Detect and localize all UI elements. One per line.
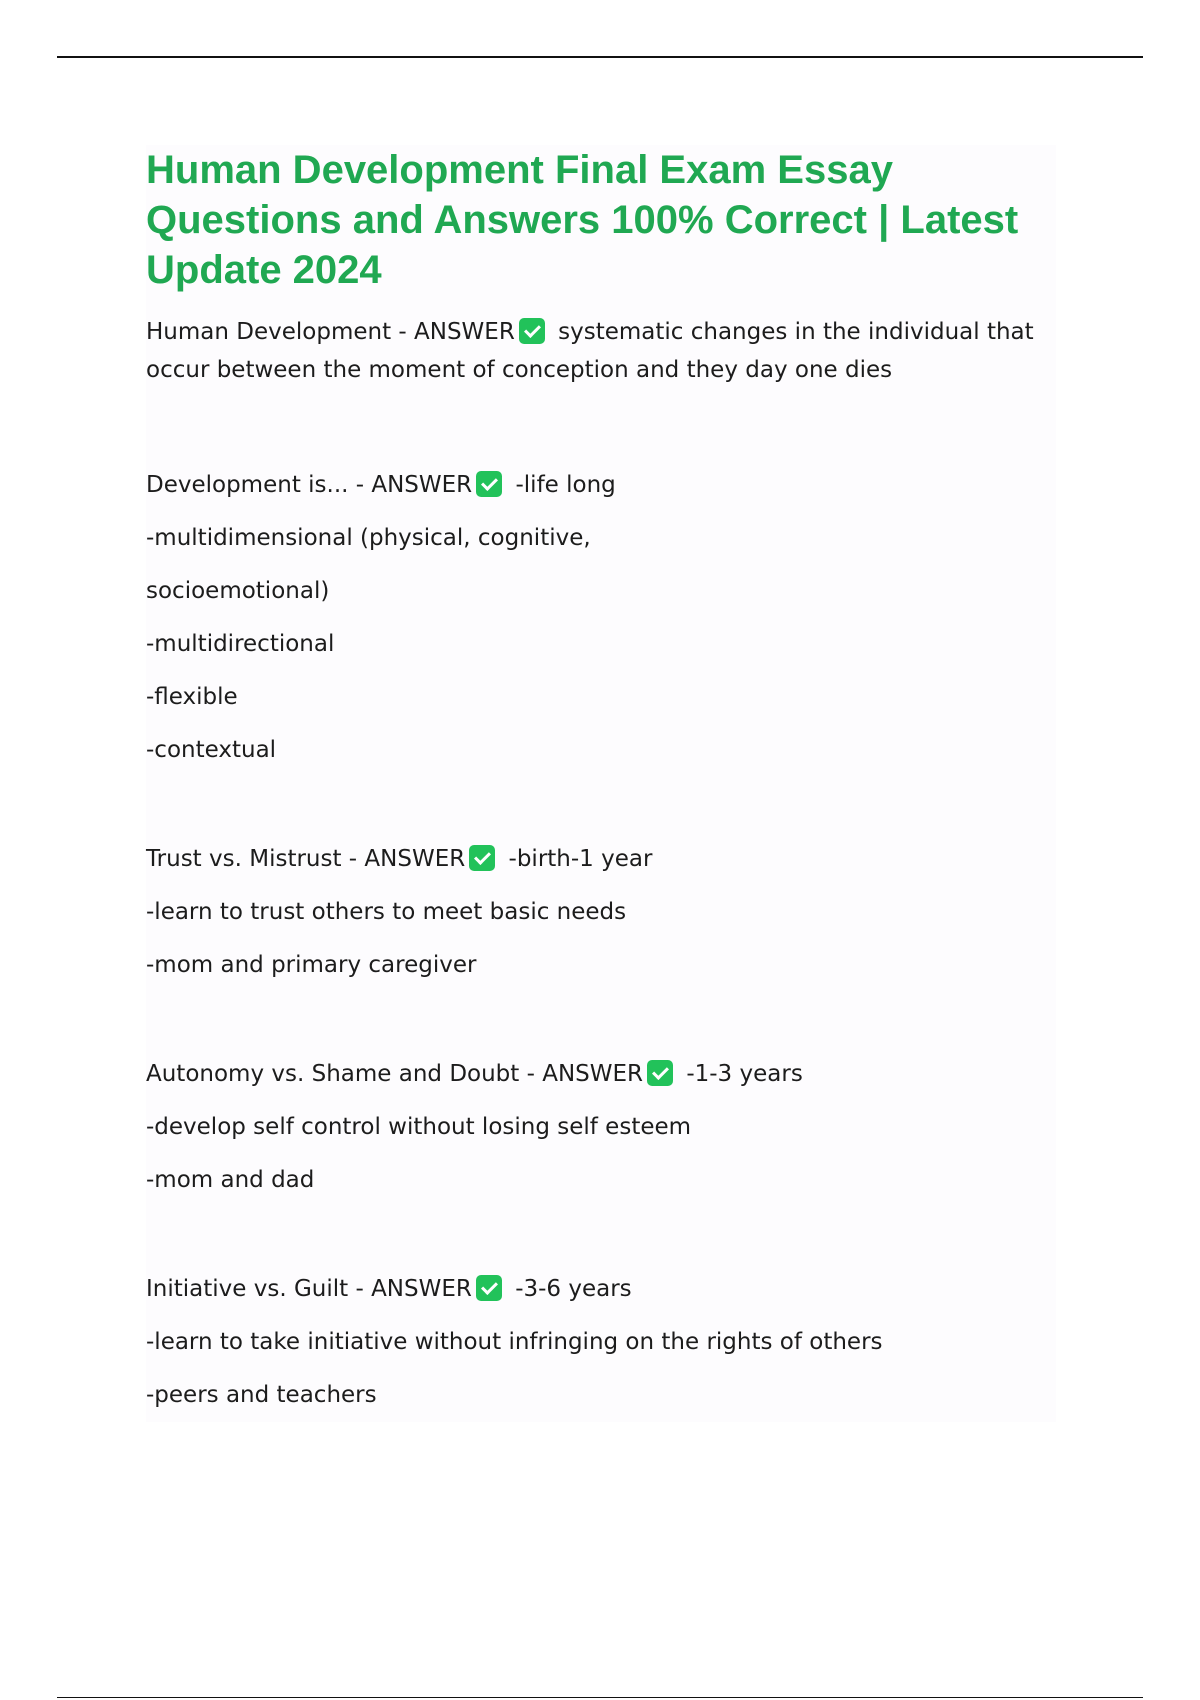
- check-mark-icon: [519, 318, 545, 344]
- bottom-rule: [57, 1697, 1143, 1698]
- document-page: [146, 145, 1056, 1422]
- answer: -birth-1 year: [508, 846, 653, 872]
- answer-line: -mom and dad: [146, 1167, 315, 1193]
- question: Trust vs. Mistrust - ANSWER: [146, 846, 466, 872]
- question: Development is... - ANSWER: [146, 472, 473, 498]
- answer-line: -flexible: [146, 684, 238, 710]
- answer-line: -multidimensional (physical, cognitive,: [146, 525, 591, 551]
- answer: -life long: [515, 472, 616, 498]
- answer-line: -develop self control without losing self esteem: [146, 1114, 692, 1140]
- answer: -3-6 years: [515, 1276, 632, 1302]
- answer-line: -mom and primary caregiver: [146, 952, 477, 978]
- question: Human Development - ANSWER: [146, 319, 515, 345]
- qa-item: [146, 1263, 1056, 1422]
- answer: systematic changes in the individual that occur between the moment of conception and they day one dies: [146, 319, 1034, 383]
- qa-list: [146, 313, 1056, 1422]
- check-mark-icon: [469, 845, 495, 871]
- check-mark-icon: [476, 471, 502, 497]
- answer-line: -learn to trust others to meet basic needs: [146, 899, 627, 925]
- answer: -1-3 years: [686, 1061, 803, 1087]
- answer-line: -learn to take initiative without infringing on the rights of others: [146, 1329, 883, 1355]
- qa-item: [146, 1048, 1056, 1207]
- answer-line: -peers and teachers: [146, 1382, 377, 1408]
- qa-item: [146, 833, 1056, 992]
- question: Autonomy vs. Shame and Doubt - ANSWER: [146, 1061, 644, 1087]
- document-title: Human Development Final Exam Essay Questions and Answers 100% Correct | Latest Update 2024: [146, 148, 1019, 292]
- qa-item: [146, 313, 1056, 389]
- answer-line: -contextual: [146, 737, 277, 763]
- top-rule: [57, 56, 1143, 58]
- check-mark-icon: [647, 1060, 673, 1086]
- answer-line: -multidirectional: [146, 631, 335, 657]
- question: Initiative vs. Guilt - ANSWER: [146, 1276, 472, 1302]
- check-mark-icon: [476, 1275, 502, 1301]
- qa-item: [146, 459, 1056, 777]
- answer-line: socioemotional): [146, 578, 330, 604]
